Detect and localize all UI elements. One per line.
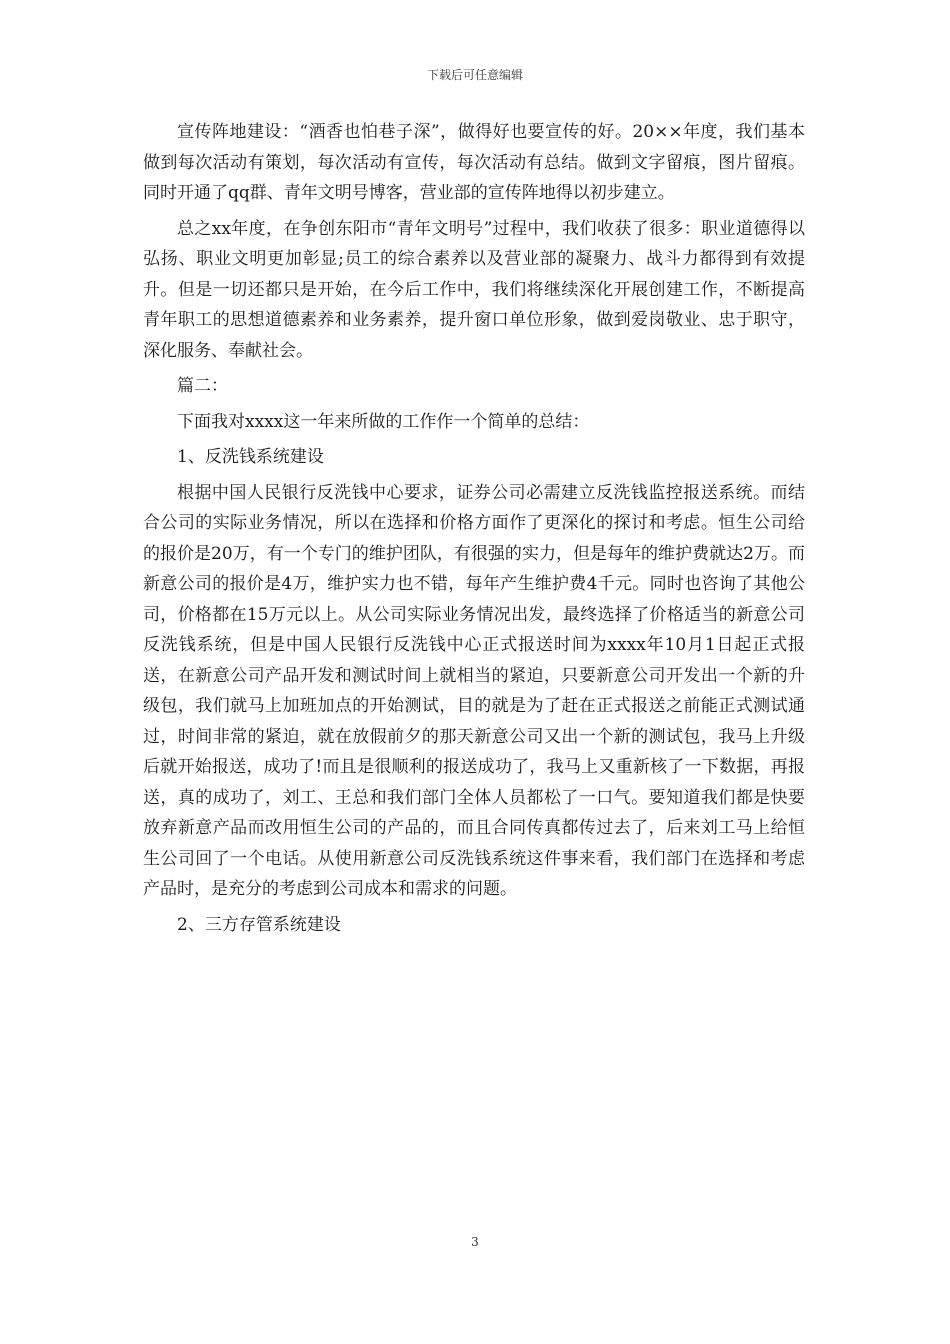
- page-header: 下载后可任意编辑: [426, 68, 523, 82]
- paragraph-intro: 下面我对xxxx这一年来所做的工作作一个简单的总结：: [177, 411, 590, 432]
- section-heading-aml-system: 1、反洗钱系统建设: [177, 447, 324, 467]
- page-number: 3: [471, 1235, 479, 1249]
- section-heading-custody-system: 2、三方存管系统建设: [177, 914, 341, 935]
- paragraph-summary: 总之xx年度，在争创东阳市“青年文明号”过程中，我们收获了很多：职业道德得以弘扬、职业文明更加彰显;员工的综合素养以及营业部的凝聚力、战斗力都得到有效提升。但是一切还都只是开始，在今后工作中，我们将继续深化开展创建工作，不断提高青年职工的思想道德素养和业务素养，提升窗口单位形象，做到爱岗敬业、忠于职守，深化服务、奉献社会。: [143, 218, 805, 361]
- paragraph-publicity: 宣传阵地建设：“酒香也怕巷子深”，做得好也要宣传的好。20××年度，我们基本做到每次活动有策划，每次活动有宣传，每次活动有总结。做到文字留痕，图片留痕。同时开通了qq群、青年文明号博客，营业部的宣传阵地得以初步建立。: [143, 122, 805, 203]
- document-body: [143, 117, 805, 945]
- paragraph-aml-details: 根据中国人民银行反洗钱中心要求，证券公司必需建立反洗钱监控报送系统。而结合公司的实际业务情况，所以在选择和价格方面作了更深化的探讨和考虑。恒生公司给的报价是20万，有一个专门的维护团队，有很强的实力，但是每年的维护费就达2万。而新意公司的报价是4万，维护实力也不错，每年产生维护费4千元。同时也咨询了其他公司，价格都在15万元以上。从公司实际业务情况出发，最终选择了价格适当的新意公司反洗钱系统，但是中国人民银行反洗钱中心正式报送时间为xxxx年10月1日起正式报送，在新意公司产品开发和测试时间上就相当的紧迫，只要新意公司开发出一个新的升级包，我们就马上加班加点的开始测试，目的就是为了赶在正式报送之前能正式测试通过，时间非常的紧迫，就在放假前夕的那天新意公司又出一个新的测试包，我马上升级后就开始报送，成功了!而且是很顺利的报送成功了，我马上又重新核了一下数据，再报送，真的成功了，刘工、王总和我们部门全体人员都松了一口气。要知道我们都是快要放弃新意产品而改用恒生公司的产品的，而且合同传真都传过去了，后来刘工马上给恒生公司回了一个电话。从使用新意公司反洗钱系统这件事来看，我们部门在选择和考虑产品时，是充分的考虑到公司成本和需求的问题。: [143, 482, 805, 899]
- section-heading-part-two: 篇二：: [177, 376, 228, 396]
